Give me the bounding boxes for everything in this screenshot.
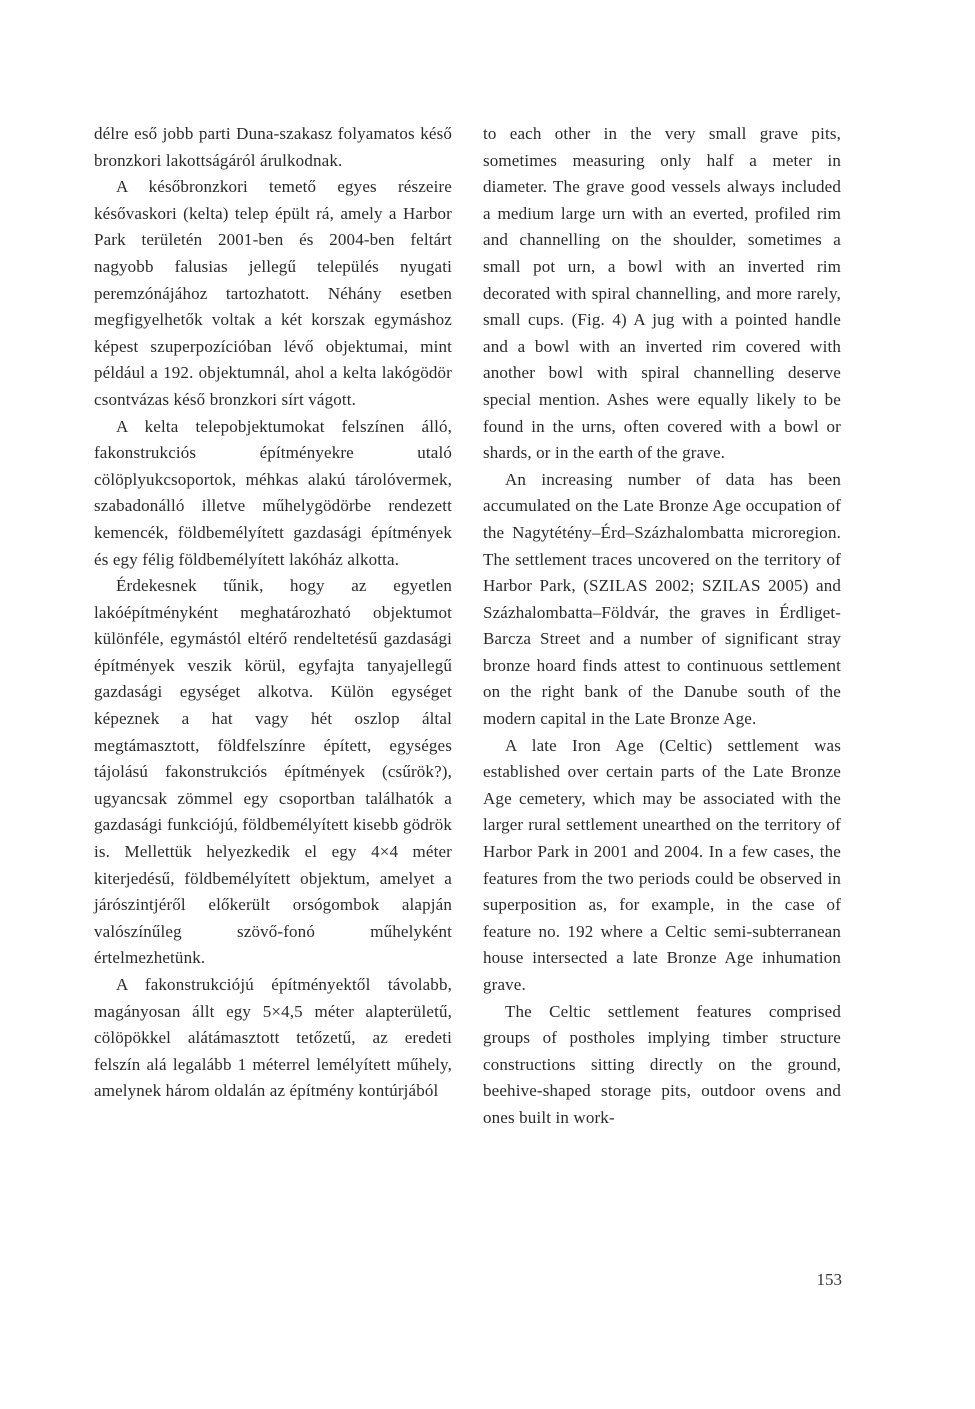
right-paragraph-2: An increasing number of data has been accumulated on the Late Bronze Age occupation of the Nagytétény–Érd–Százhalombatta microregion. The settlement traces uncovered on the territory of Harbor Park, (SZILAS 2002; SZILAS 2005) and Százhalombatta–Földvár, the graves in Érdliget-Barcza Street and a number of significant stray bronze hoard finds attest to continuous settlement on the right bank of the Danube south of the modern capital in the Late Bronze Age. (483, 469, 841, 729)
left-paragraph-5: A fakonstrukciójú építményektől távolabb, magányosan állt egy 5×4,5 méter alapterületű, cölöpökkel alátámasztott tetőzetű, az eredeti felszín alá legalább 1 méterrel lemélyített műhely, amelynek három oldalán az építmény kontúrjából (94, 975, 452, 1101)
right-paragraph-1: to each other in the very small grave pits, sometimes measuring only half a meter in diameter. The grave good vessels always included a medium large urn with an everted, profiled rim and channelling on the shoulder, sometimes a small pot urn, a bowl with an inverted rim decorated with spiral channelling, and more rarely, small cups. (Fig. 4) A jug with a pointed handle and a bowl with an inverted rim covered with another bowl with spiral channelling deserve special mention. Ashes were equally likely to be found in the urns, often covered with a bowl or shards, or in the earth of the grave. (483, 124, 841, 463)
left-paragraph-1: délre eső jobb parti Duna-szakasz folyamatos késő bronzkori lakottságáról árulkodnak. (94, 124, 452, 170)
right-paragraph-4: The Celtic settlement features comprised groups of postholes implying timber structure constructions sitting directly on the ground, beehive-shaped storage pits, outdoor ovens and ones built in work- (483, 1001, 841, 1127)
left-column (94, 121, 452, 1105)
left-paragraph-2: A későbronzkori temető egyes részeire késővaskori (kelta) telep épült rá, amely a Harbor Park területén 2001-ben és 2004-ben feltárt nagyobb falusias jellegű település nyugati peremzónájához tartozhatott. Néhány esetben megfigyelhetők voltak a két korszak egymáshoz képest szuperpozícióban lévő objektumai, mint például a 192. objektumnál, ahol a kelta lakógödör csontvázas késő bronzkori sírt vágott. (94, 177, 452, 409)
page-number: 153 (816, 1270, 842, 1289)
right-paragraph-3: A late Iron Age (Celtic) settlement was established over certain parts of the Late Bronze Age cemetery, which may be associated with the larger rural settlement unearthed on the territory of Harbor Park in 2001 and 2004. In a few cases, the features from the two periods could be observed in superposition as, for example, in the case of feature no. 192 where a Celtic semi-subterranean house intersected a late Bronze Age inhumation grave. (483, 735, 841, 994)
right-column (483, 121, 841, 1132)
left-paragraph-4: Érdekesnek tűnik, hogy az egyetlen lakóépítményként meghatározható objektumot különféle, egymástól eltérő rendeltetésű gazdasági építmények veszik körül, egyfajta tanyajellegű gazdasági egységet alkotva. Külön egységet képeznek a hat vagy hét oszlop által megtámasztott, földfelszínre épített, egységes tájolású fakonstrukciós építmények (csűrök?), ugyancsak zömmel egy csoportban találhatók a gazdasági funkciójú, földbemélyített kisebb gödrök is. Mellettük helyezkedik el egy 4×4 méter kiterjedésű, földbemélyített objektum, amelyet a járószintjéről előkerült orsógombok alapján valószínűleg szövő-fonó műhelyként értelmezhetünk. (94, 576, 452, 968)
left-paragraph-3: A kelta telepobjektumokat felszínen álló, fakonstrukciós építményekre utaló cölöplyukcsoportok, méhkas alakú tárolóvermek, szabadonálló illetve műhelygödörbe rendezett kemencék, földbemélyített gazdasági építmények és egy félig földbemélyített lakóház alkotta. (94, 416, 452, 569)
